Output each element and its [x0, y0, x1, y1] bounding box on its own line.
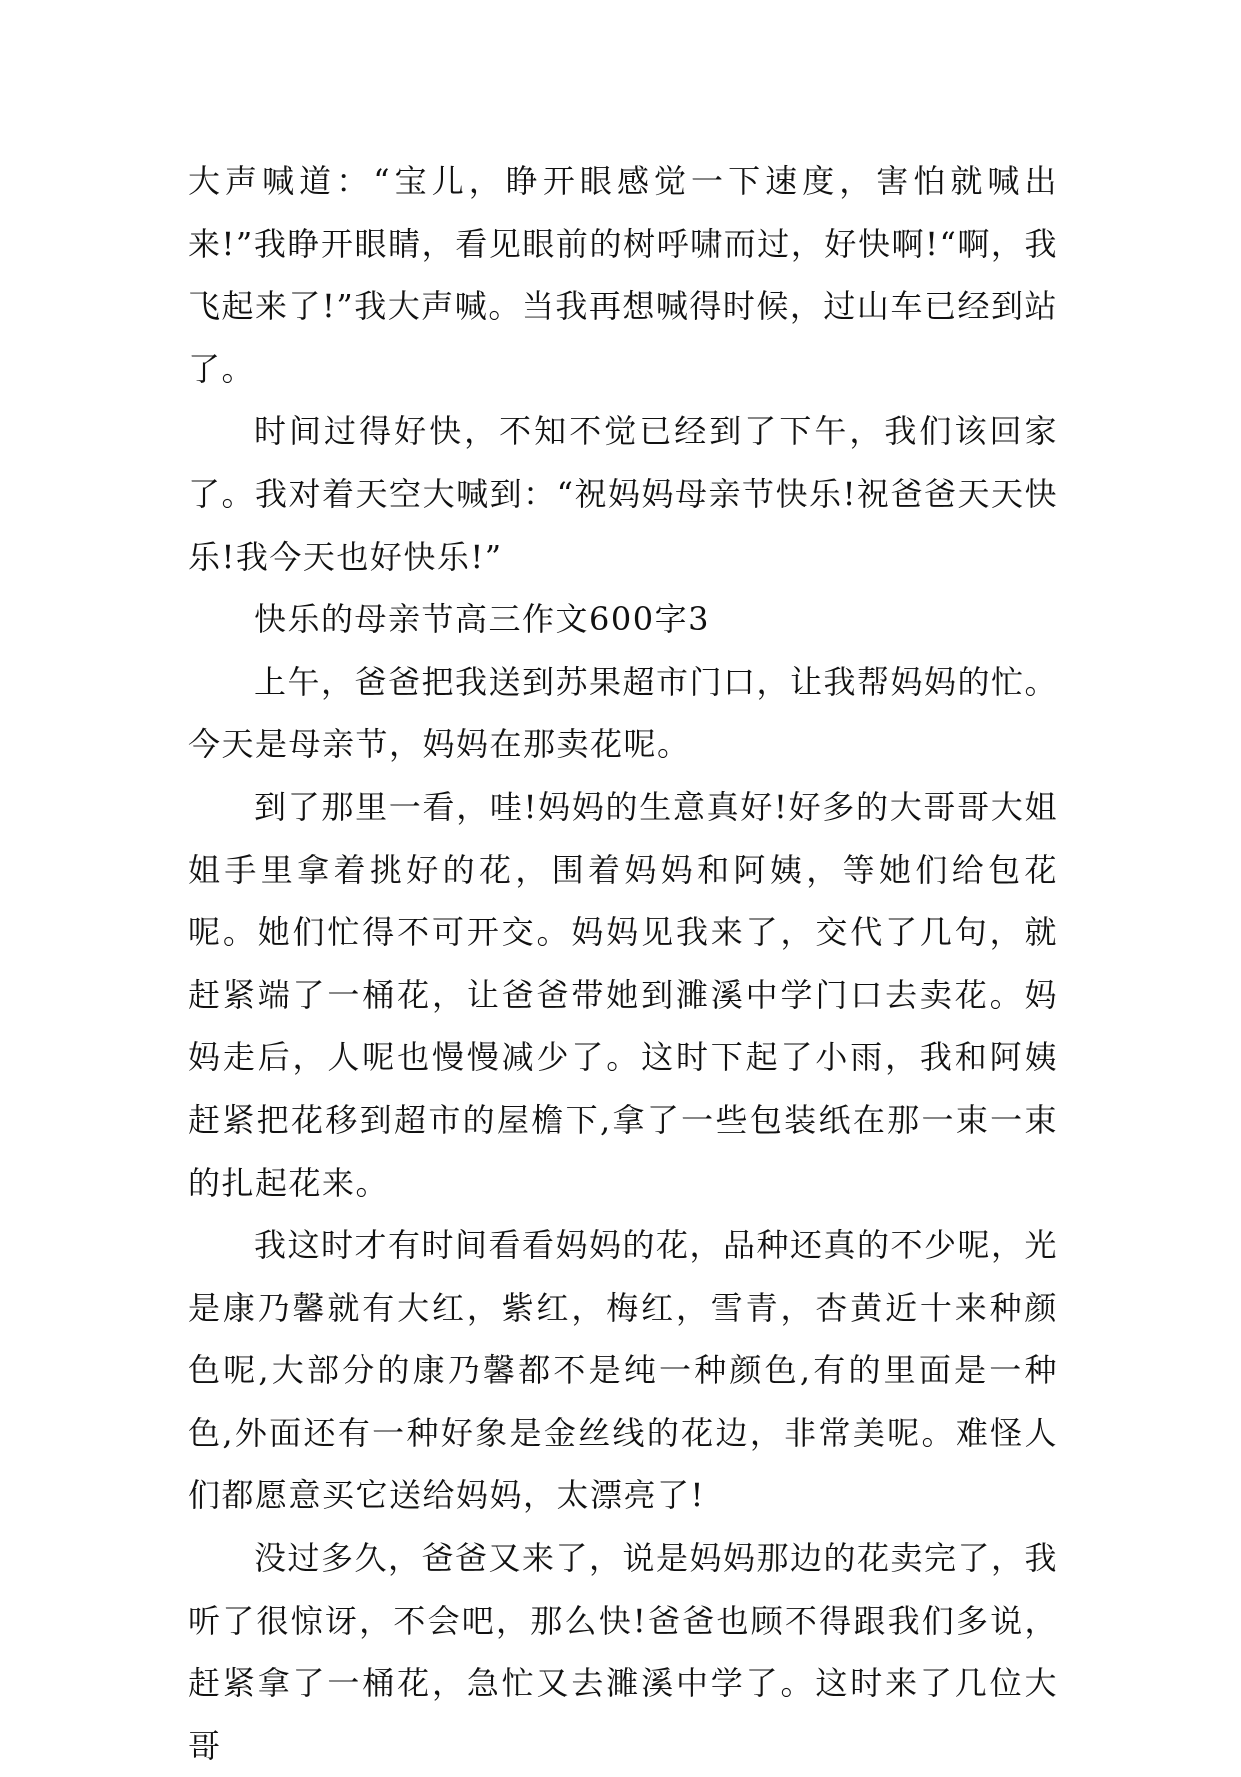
paragraph-going-home: 时间过得好快，不知不觉已经到了下午，我们该回家了。我对着天空大喊到：“祝妈妈母亲节快乐!祝爸爸天天快乐!我今天也好快乐!”	[188, 412, 1058, 576]
paragraph-continuation: 大声喊道：“宝儿，睁开眼感觉一下速度，害怕就喊出来!”我睁开眼睛，看见眼前的树呼啸而过，好快啊!“啊，我飞起来了!”我大声喊。当我再想喊得时候，过山车已经到站了。	[188, 162, 1058, 388]
document-body	[188, 150, 1058, 1777]
paragraph-business: 到了那里一看，哇!妈妈的生意真好!好多的大哥哥大姐姐手里拿着挑好的花，围着妈妈和阿姨，等她们给包花呢。她们忙得不可开交。妈妈见我来了，交代了几句，就赶紧端了一桶花，让爸爸带她到濉溪中学门口去卖花。妈妈走后，人呢也慢慢减少了。这时下起了小雨，我和阿姨赶紧把花移到超市的屋檐下,拿了一些包装纸在那一束一束的扎起花来。	[188, 787, 1058, 1202]
paragraph-dad-returns: 没过多久，爸爸又来了，说是妈妈那边的花卖完了，我听了很惊讶，不会吧，那么快!爸爸也顾不得跟我们多说，赶紧拿了一桶花，急忙又去濉溪中学了。这时来了几位大哥	[188, 1539, 1059, 1765]
essay-title: 快乐的母亲节高三作文600字3	[254, 600, 710, 639]
paragraph-morning: 上午，爸爸把我送到苏果超市门口，让我帮妈妈的忙。今天是母亲节，妈妈在那卖花呢。	[188, 662, 1059, 764]
paragraph-carnations: 我这时才有时间看看妈妈的花，品种还真的不少呢，光是康乃馨就有大红，紫红，梅红，雪青，杏黄近十来种颜色呢,大部分的康乃馨都不是纯一种颜色,有的里面是一种色,外面还有一种好象是金丝线的花边，非常美呢。难怪人们都愿意买它送给妈妈，太漂亮了!	[188, 1226, 1059, 1515]
